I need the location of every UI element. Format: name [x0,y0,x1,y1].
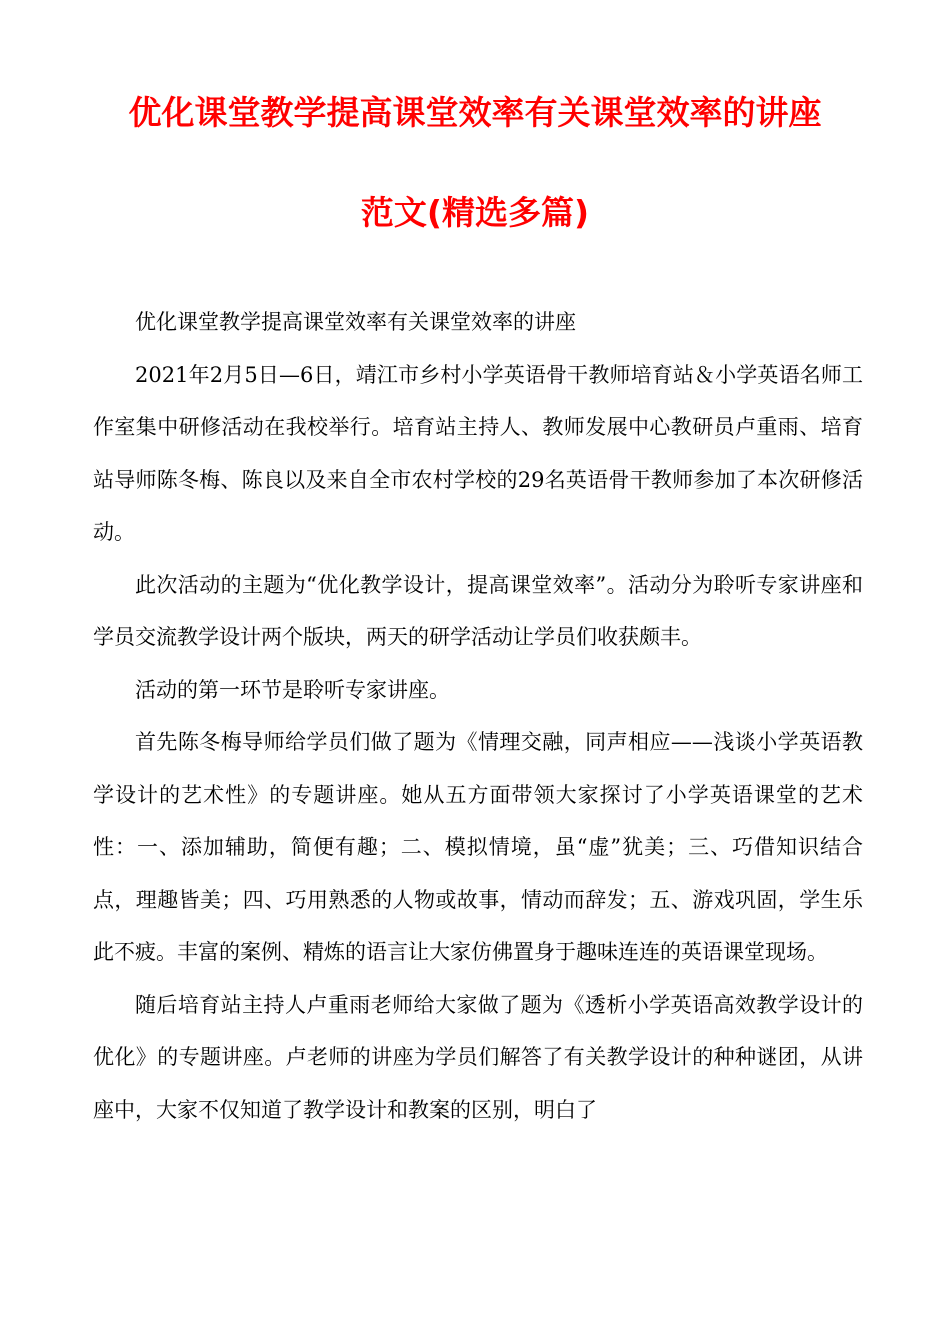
document-title-line-2: 范文(精选多篇) [360,193,590,232]
paragraph-5: 首先陈冬梅导师给学员们做了题为《情理交融，同声相应——浅谈小学英语教学设计的艺术性》的专题讲座。她从五方面带领大家探讨了小学英语课堂的艺术性：一、添加辅助，简便有趣；二、模拟情境，虽“虚”犹美；三、巧借知识结合点，理趣皆美；四、巧用熟悉的人物或故事，情动而辞发；五、游戏巩固，学生乐此不疲。丰富的案例、精炼的语言让大家仿佛置身于趣味连连的英语课堂现场。 [93,730,863,964]
document-body [93,296,863,1136]
paragraph-1: 优化课堂教学提高课堂效率有关课堂效率的讲座 [135,310,576,334]
paragraph-3: 此次活动的主题为“优化教学设计，提高课堂效率”。活动分为聆听专家讲座和学员交流教学设计两个版块，两天的研学活动让学员们收获颇丰。 [93,572,863,649]
paragraph-2: 2021年2月5日—6日，靖江市乡村小学英语骨干教师培育站＆小学英语名师工作室集中研修活动在我校举行。培育站主持人、教师发展中心教研员卢重雨、培育站导师陈冬梅、陈良以及来自全市农村学校的29名英语骨干教师参加了本次研修活动。 [93,362,863,544]
paragraph-6: 随后培育站主持人卢重雨老师给大家做了题为《透析小学英语高效教学设计的优化》的专题讲座。卢老师的讲座为学员们解答了有关教学设计的种种谜团，从讲座中，大家不仅知道了教学设计和教案的区别，明白了 [93,992,863,1122]
document-title-line-1: 优化课堂教学提高课堂效率有关课堂效率的讲座 [128,93,822,132]
paragraph-4: 活动的第一环节是聆听专家讲座。 [135,677,450,702]
